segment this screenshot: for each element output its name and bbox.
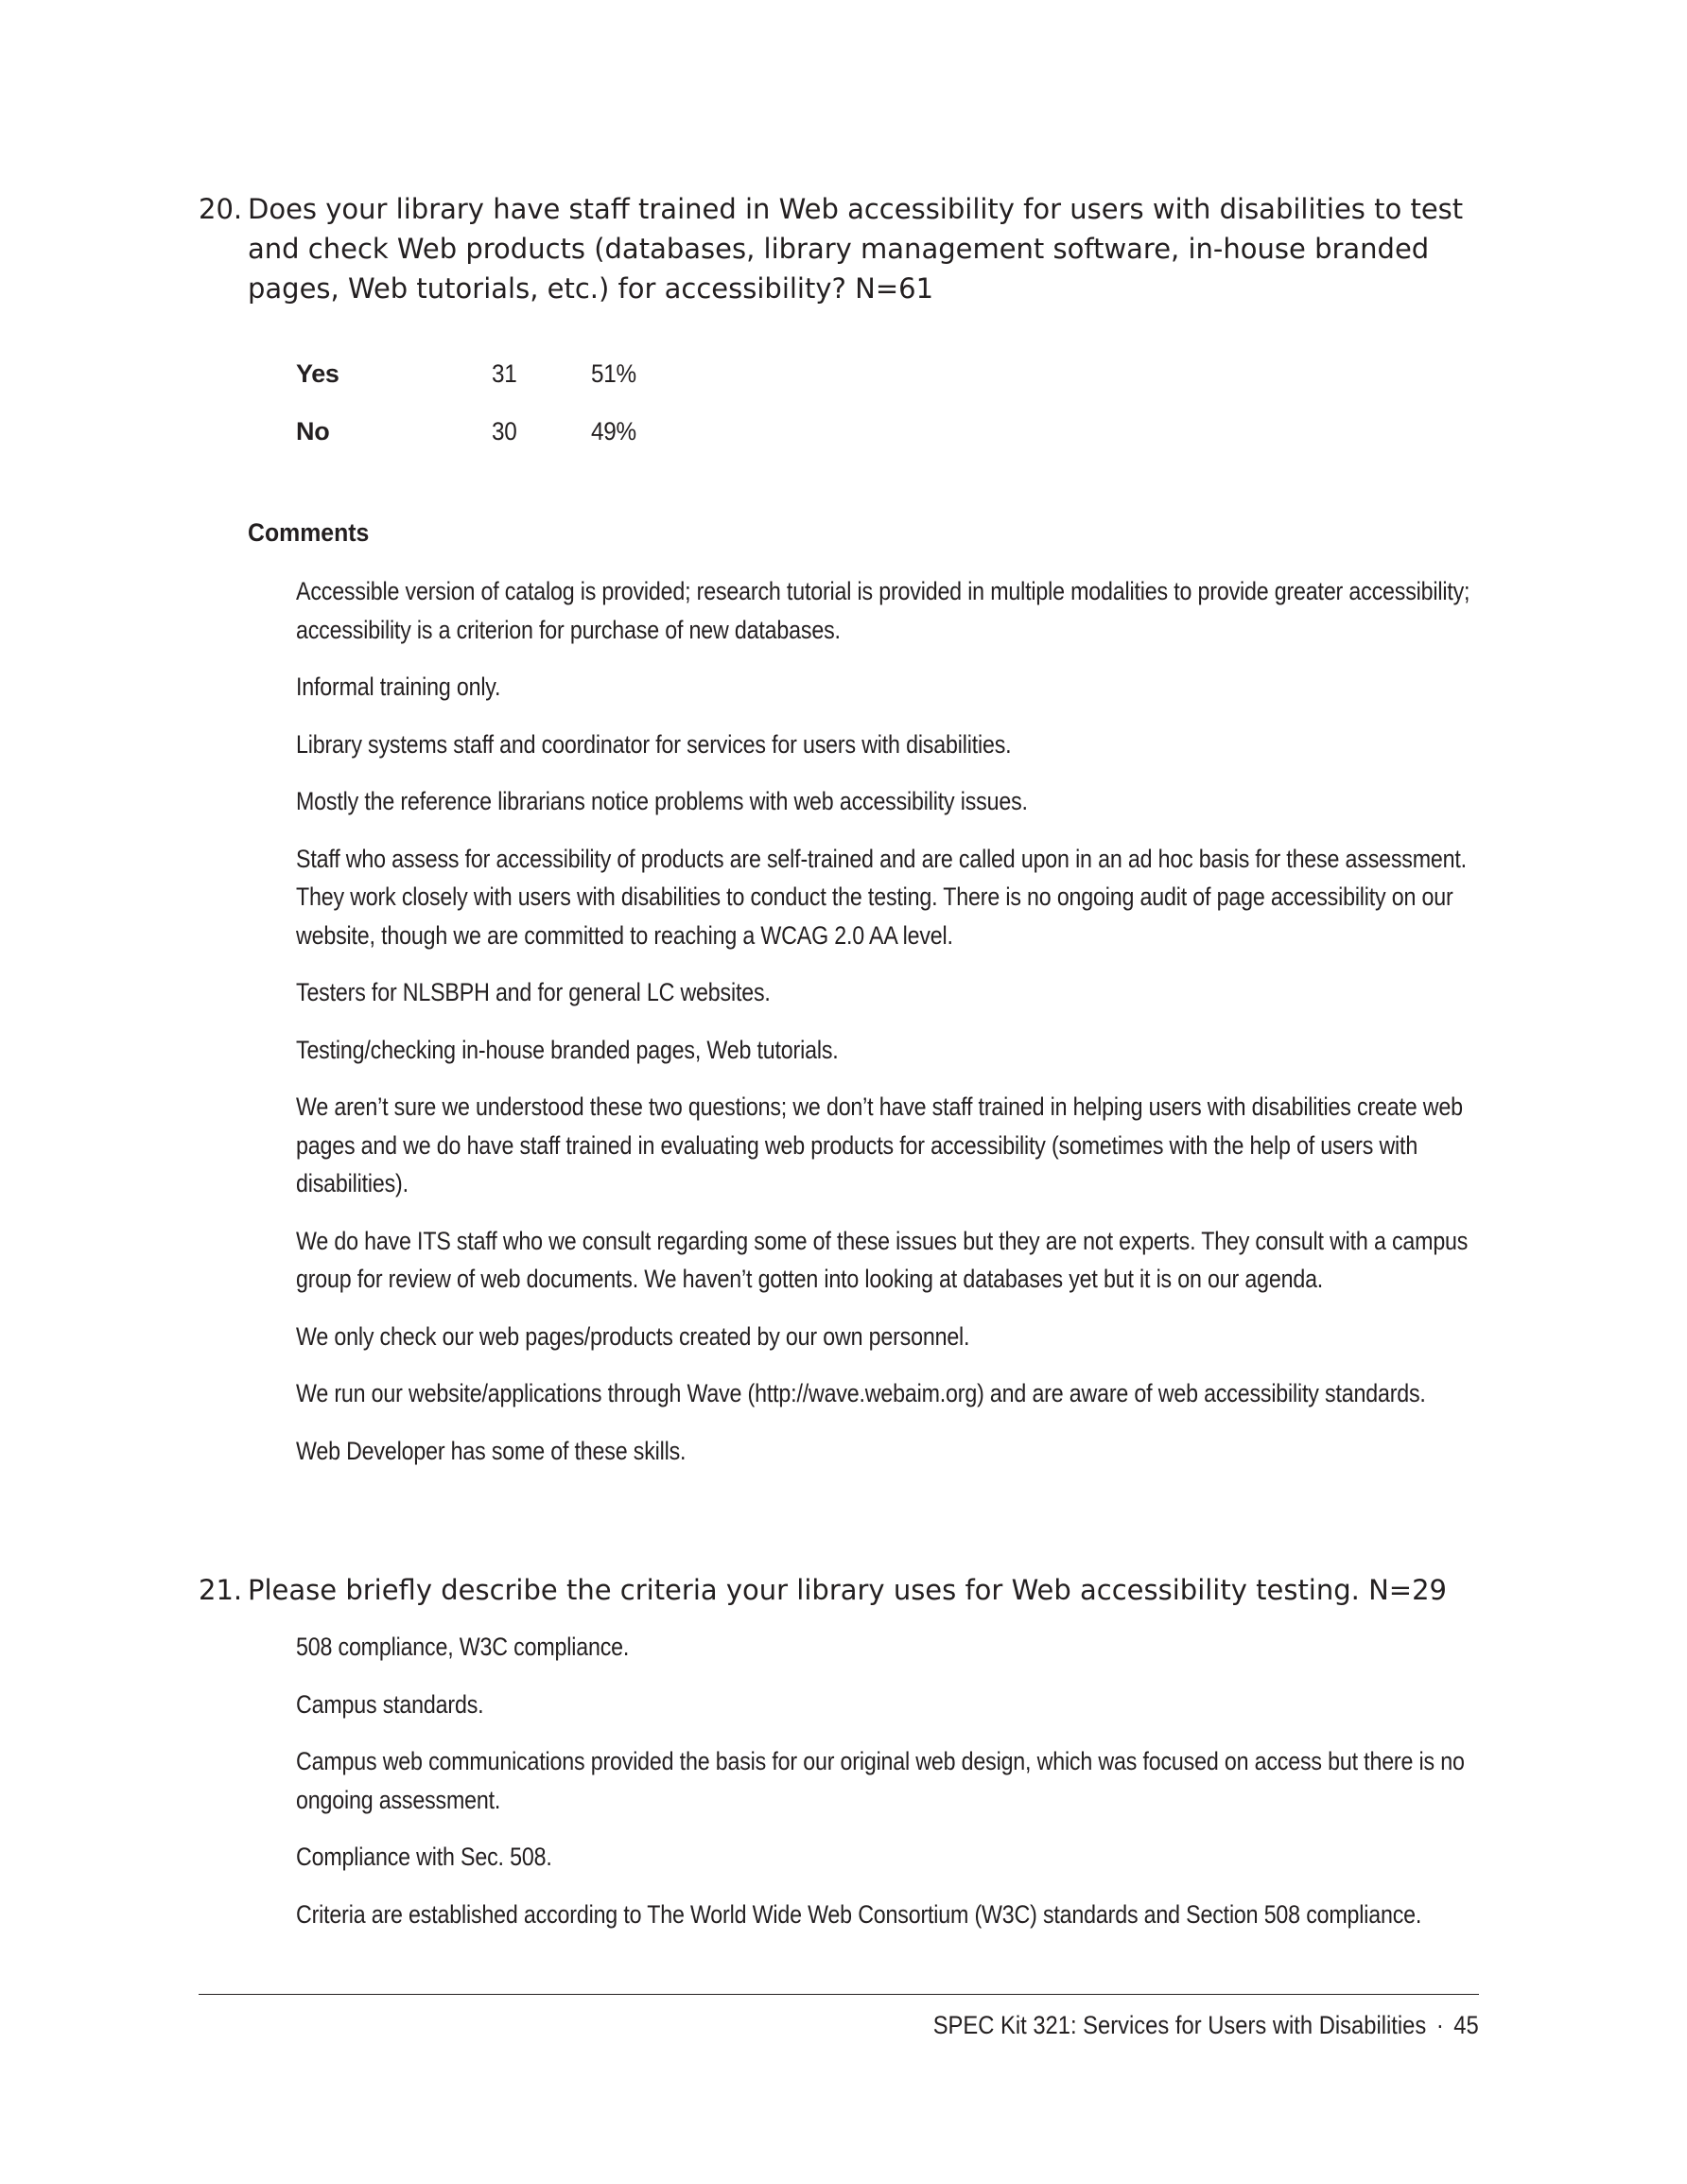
response-count: 31 bbox=[492, 359, 517, 388]
response-label: No bbox=[296, 417, 330, 446]
comment-item: Informal training only. bbox=[296, 673, 501, 701]
comment-item: Accessible version of catalog is provided; research tutorial is provided in multiple modalities to provide greater accessibility; accessibility is a criterion for purchase of new databases. bbox=[296, 577, 1470, 644]
comment-item: Web Developer has some of these skills. bbox=[296, 1436, 687, 1465]
comment-item: Library systems staff and coordinator for services for users with disabilities. bbox=[296, 729, 1012, 759]
response-percent: 51% bbox=[591, 359, 636, 388]
comment-item: Testing/checking in-house branded pages, Web tutorials. bbox=[296, 1035, 839, 1064]
response-percent: 49% bbox=[591, 417, 636, 446]
footer-divider bbox=[199, 1994, 1479, 1995]
answer-item: Campus web communications provided the basis for our original web design, which was focused on access but there is no ongoing assessment. bbox=[296, 1747, 1465, 1814]
question-number: 21. bbox=[199, 1574, 243, 1606]
response-row-yes bbox=[296, 359, 674, 417]
question-number: 20. bbox=[199, 193, 243, 225]
question-21 bbox=[199, 1570, 1494, 1610]
response-table bbox=[296, 359, 674, 475]
question-20 bbox=[199, 189, 1494, 308]
comments-list bbox=[296, 572, 1516, 1489]
answers-list bbox=[296, 1628, 1516, 1952]
comments-heading: Comments bbox=[248, 518, 370, 547]
response-count: 30 bbox=[492, 417, 517, 446]
answer-item: Criteria are established according to The World Wide Web Consortium (W3C) standards and Section 508 compliance. bbox=[296, 1899, 1422, 1929]
page-number: 45 bbox=[1453, 2011, 1479, 2039]
answer-item: Campus standards. bbox=[296, 1689, 484, 1719]
answer-item: Compliance with Sec. 508. bbox=[296, 1843, 552, 1871]
comment-item: We aren’t sure we understood these two questions; we don’t have staff trained in helping users with disabilities create web pages and we do have staff trained in evaluating web products for accessibility (sometimes with the help of users with disabilities). bbox=[296, 1092, 1463, 1197]
page-footer bbox=[933, 2011, 1479, 2040]
question-text: Please briefly describe the criteria your library uses for Web accessibility testing. N=29 bbox=[248, 1574, 1447, 1606]
comment-item: We run our website/applications through Wave (http://wave.webaim.org) and are aware of web accessibility standards. bbox=[296, 1379, 1426, 1407]
comment-item: We do have ITS staff who we consult regarding some of these issues but they are not experts. They consult with a campus group for review of web documents. We haven’t gotten into looking at databases yet but it is on our agenda. bbox=[296, 1226, 1469, 1293]
comment-item: Testers for NLSBPH and for general LC websites. bbox=[296, 978, 771, 1006]
response-label: Yes bbox=[296, 359, 339, 388]
response-row-no bbox=[296, 417, 674, 475]
comment-item: We only check our web pages/products created by our own personnel. bbox=[296, 1321, 970, 1351]
question-text: Does your library have staff trained in Web accessibility for users with disabilities to test and check Web products (databases, library management software, in-house branded pages, Web tutorials, etc.) for accessibility? N=61 bbox=[248, 193, 1464, 305]
comment-item: Mostly the reference librarians notice problems with web accessibility issues. bbox=[296, 787, 1028, 815]
answer-item: 508 compliance, W3C compliance. bbox=[296, 1633, 630, 1661]
comment-item: Staff who assess for accessibility of products are self-trained and are called upon in an ad hoc basis for these assessment. They work closely with users with disabilities to conduct the testing. There is no ongoing audit of page accessibility on our website, though we are committed to reaching a WCAG 2.0 AA level. bbox=[296, 844, 1467, 950]
footer-title: SPEC Kit 321: Services for Users with Disabilities bbox=[932, 2011, 1427, 2039]
footer-separator: · bbox=[1436, 2011, 1444, 2039]
